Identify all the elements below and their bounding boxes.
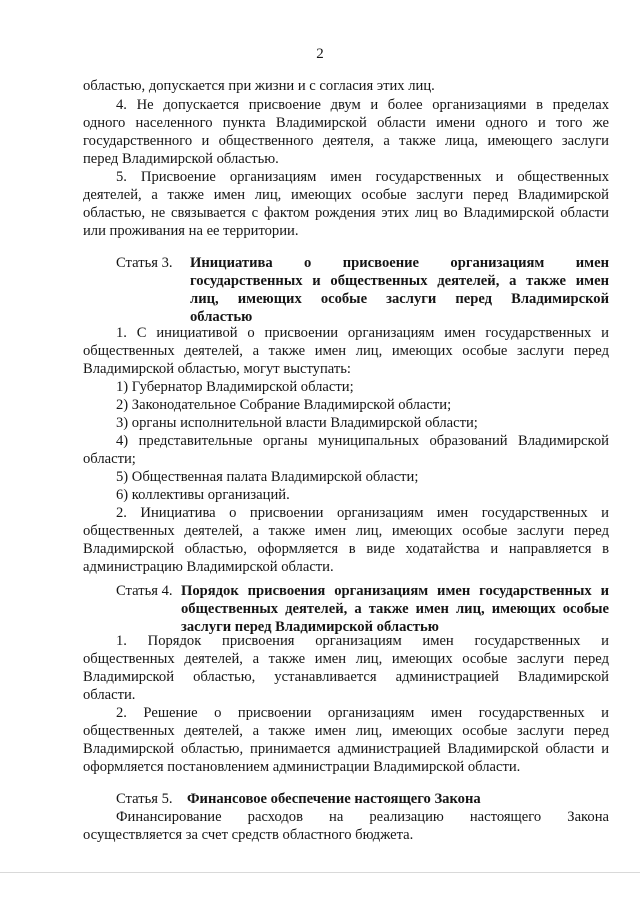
article-label: Статья 4.: [116, 583, 173, 599]
article-title-line: Инициатива о присвоение организациям имен: [190, 255, 609, 271]
text-line: перед Владимирской областью.: [83, 151, 279, 167]
text-line: Владимирской областью, могут выступать:: [83, 361, 351, 377]
article-title-line: общественных деятелей, а также имен лиц, имеющих особые: [181, 601, 609, 617]
text-line: одного населенного пункта Владимирской области имени одного и того же: [83, 115, 609, 131]
text-line: Владимирской областью, принимается администрацией Владимирской области и: [83, 741, 609, 757]
article-title-line: лиц, имеющих особые заслуги перед Владимирской: [190, 291, 609, 307]
text-line: общественных деятелей, а также имен лиц, имеющих особые заслуги перед: [83, 651, 609, 667]
scan-edge-divider: [0, 872, 640, 873]
text-line: государственного и общественного деятеля, а также лица, имеющего заслуги: [83, 133, 609, 149]
list-item: 4) представительные органы муниципальных образований Владимирской: [116, 433, 609, 449]
list-item: 6) коллективы организаций.: [116, 487, 290, 503]
article-title-line: областью: [190, 309, 253, 325]
text-line: области.: [83, 687, 136, 703]
text-line: общественных деятелей, а также имен лиц, имеющих особые заслуги перед: [83, 343, 609, 359]
text-line: областью, не связывается с фактом рождения этих лиц во Владимирской области: [83, 205, 609, 221]
page-number: 2: [316, 46, 324, 62]
text-line: 2. Инициатива о присвоении организациям имен государственных и: [116, 505, 609, 521]
text-line: Владимирской областью, оформляется в виде ходатайства и направляется в: [83, 541, 609, 557]
text-line: общественных деятелей, а также имен лиц, имеющих особые заслуги перед: [83, 723, 609, 739]
list-item: 5) Общественная палата Владимирской области;: [116, 469, 419, 485]
text-line: осуществляется за счет средств областного бюджета.: [83, 827, 414, 843]
article-label: Статья 5.: [116, 791, 173, 807]
text-line: областью, допускается при жизни и с согласия этих лиц.: [83, 78, 435, 94]
text-line: 2. Решение о присвоении организациям имен государственных и: [116, 705, 609, 721]
list-item: 1) Губернатор Владимирской области;: [116, 379, 354, 395]
list-item: 2) Законодательное Собрание Владимирской области;: [116, 397, 452, 413]
text-line: 1. С инициативой о присвоении организациям имен государственных и: [116, 325, 609, 341]
article-label: Статья 3.: [116, 255, 173, 271]
text-line: 4. Не допускается присвоение двум и более организациями в пределах: [116, 97, 609, 113]
list-item: 3) органы исполнительной власти Владимирской области;: [116, 415, 478, 431]
text-line: Владимирской областью, устанавливается администрацией Владимирской: [83, 669, 609, 685]
text-line: оформляется постановлением администрации Владимирской области.: [83, 759, 521, 775]
article-title-line: Финансовое обеспечение настоящего Закона: [187, 791, 481, 807]
text-line: деятелей, а также имен лиц, имеющих особые заслуги перед Владимирской: [83, 187, 609, 203]
text-line: области;: [83, 451, 136, 467]
text-line: или проживания на ее территории.: [83, 223, 299, 239]
text-line: 5. Присвоение организациям имен государственных и общественных: [116, 169, 609, 185]
text-line: администрацию Владимирской области.: [83, 559, 334, 575]
text-line: 1. Порядок присвоения организациям имен государственных и: [116, 633, 609, 649]
article-title-line: государственных и общественных деятелей, а также имен: [190, 273, 609, 289]
text-line: Финансирование расходов на реализацию настоящего Закона: [116, 809, 609, 825]
text-line: общественных деятелей, а также имен лиц, имеющих особые заслуги перед: [83, 523, 609, 539]
article-title-line: заслуги перед Владимирской областью: [181, 619, 439, 635]
article-title-line: Порядок присвоения организациям имен государственных и: [181, 583, 609, 599]
